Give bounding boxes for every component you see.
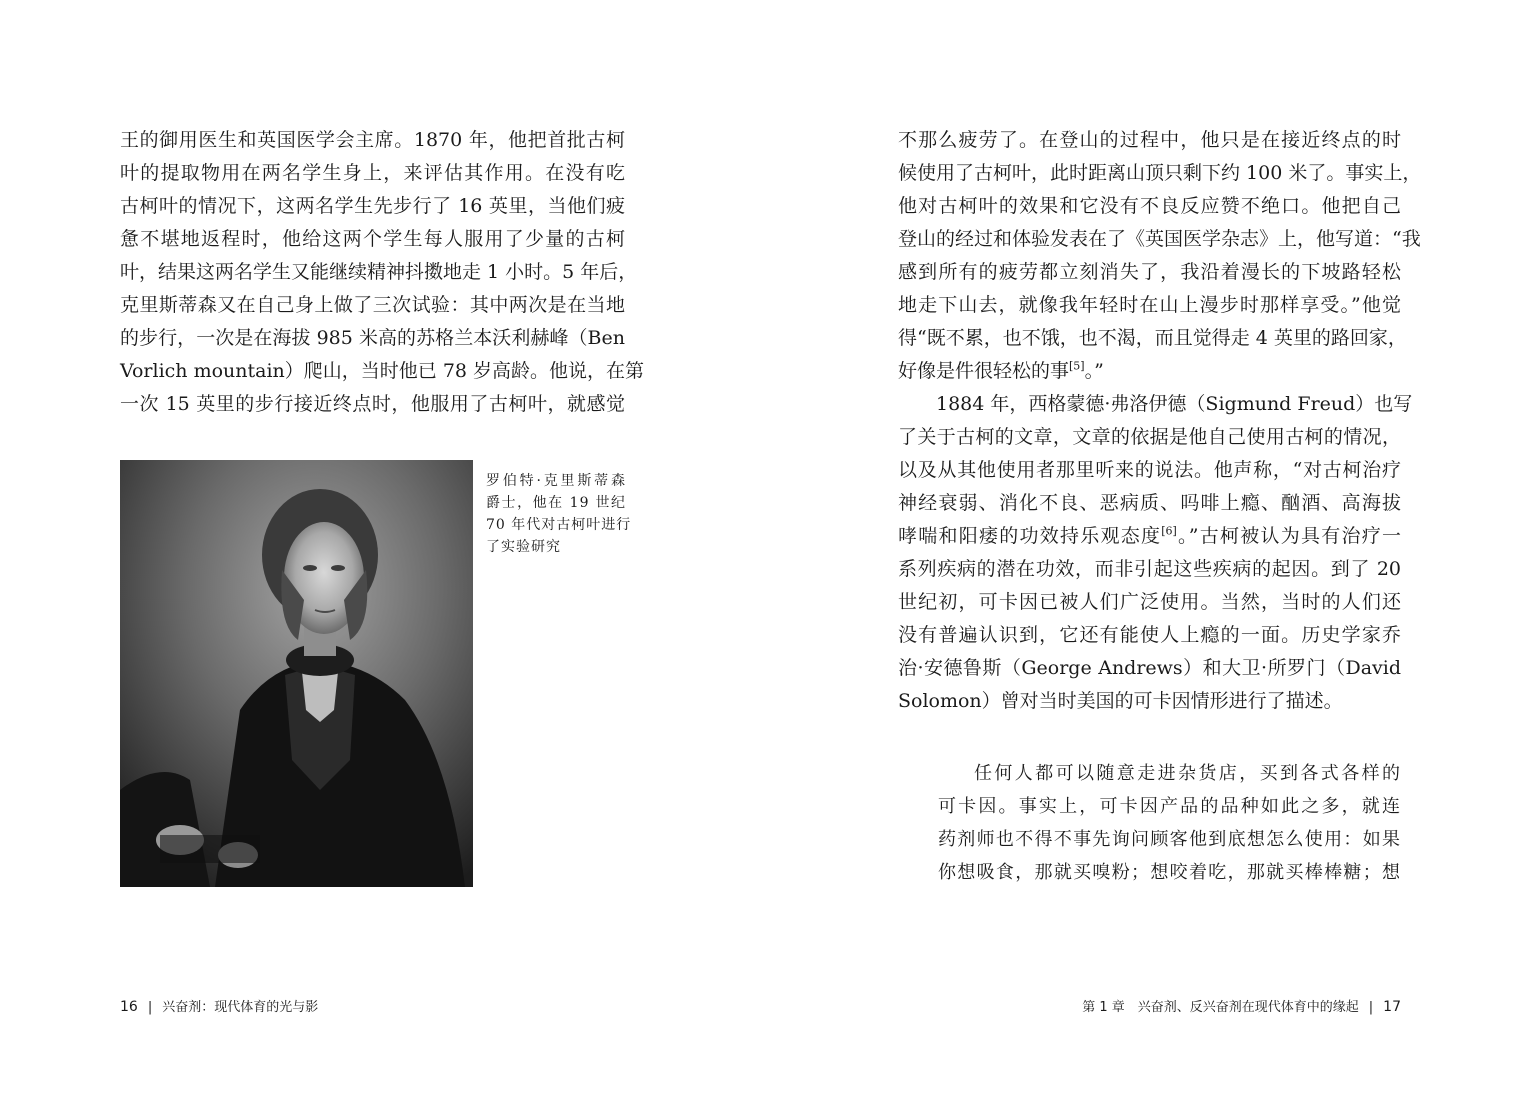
body-text: 。” [1084,360,1104,382]
body-line: 惫不堪地返程时，他给这两个学生每人服用了少量的古柯 [120,228,625,250]
chapter-title: 第 1 章 兴奋剂、反兴奋剂在现代体育中的缘起 [1082,1000,1359,1015]
quote-line: 任何人都可以随意走进杂货店，买到各式各样的 [974,763,1401,784]
body-line: Solomon）曾对当时美国的可卡因情形进行了描述。 [898,690,1343,712]
body-text: 。”古柯被认为具有治疗一 [1176,525,1401,547]
left-footer [120,997,318,1018]
body-line: 古柯叶的情况下，这两名学生先步行了 16 英里，当他们疲 [120,195,625,217]
right-page [761,0,1522,1102]
body-line: 的步行，一次是在海拔 985 米高的苏格兰本沃利赫峰（Ben [120,327,625,349]
footnote-ref: [5] [1069,359,1085,373]
body-line: 登山的经过和体验发表在了《英国医学杂志》上，他写道：“我 [898,228,1421,250]
body-line: 了关于古柯的文章，文章的依据是他自己使用古柯的情况， [898,426,1401,448]
body-line: 候使用了古柯叶，此时距离山顶只剩下约 100 米了。事实上， [898,162,1422,184]
body-line: 世纪初，可卡因已被人们广泛使用。当然，当时的人们还 [898,591,1401,613]
caption-line: 70 年代对古柯叶进行 [486,517,632,533]
portrait-photo [120,460,473,887]
body-line: 叶，结果这两名学生又能继续精神抖擞地走 1 小时。5 年后， [120,261,638,283]
left-page-body [120,124,645,421]
body-text: 哮喘和阳痿的功效持乐观态度 [898,525,1162,547]
body-line [898,520,1401,553]
body-line: 他对古柯叶的效果和它没有不良反应赞不绝口。他把自己 [898,195,1401,217]
body-line: 治·安德鲁斯（George Andrews）和大卫·所罗门（David [898,657,1401,679]
footer-separator: | [147,1000,153,1015]
body-line: 1884 年，西格蒙德·弗洛伊德（Sigmund Freud）也写 [936,393,1413,415]
book-title: 兴奋剂：现代体育的光与影 [162,1000,319,1015]
body-line: 系列疾病的潜在功效，而非引起这些疾病的起因。到了 20 [898,558,1401,580]
right-page-body [898,124,1422,718]
quote-line: 药剂师也不得不事先询问顾客他到底想怎么使用：如果 [938,829,1401,850]
body-line: 叶的提取物用在两名学生身上，来评估其作用。在没有吃 [120,162,625,184]
body-line: 克里斯蒂森又在自己身上做了三次试验：其中两次是在当地 [120,294,625,316]
photo-caption [486,470,632,558]
body-line [898,355,1401,388]
body-line: 得“既不累，也不饿，也不渴，而且觉得走 4 英里的路回家， [898,327,1407,349]
body-line: 以及从其他使用者那里听来的说法。他声称，“对古柯治疗 [898,459,1401,481]
block-quote [938,757,1401,889]
caption-line: 罗伯特·克里斯蒂森 [486,473,626,489]
body-text: 好像是件很轻松的事 [898,360,1070,382]
portrait-illustration [120,460,473,887]
body-line: 感到所有的疲劳都立刻消失了，我沿着漫长的下坡路轻松 [898,261,1401,283]
quote-line: 你想吸食，那就买嗅粉；想咬着吃，那就买棒棒糖；想 [938,862,1401,883]
footnote-ref: [6] [1161,524,1177,538]
body-line: 一次 15 英里的步行接近终点时，他服用了古柯叶，就感觉 [120,393,625,415]
body-line: 王的御用医生和英国医学会主席。1870 年，他把首批古柯 [120,129,625,151]
body-line: 没有普遍认识到，它还有能使人上瘾的一面。历史学家乔 [898,624,1401,646]
quote-line: 可卡因。事实上，可卡因产品的品种如此之多，就连 [938,796,1401,817]
body-line: Vorlich mountain）爬山，当时他已 78 岁高龄。他说，在第 [120,360,645,382]
body-line: 不那么疲劳了。在登山的过程中，他只是在接近终点的时 [898,129,1401,151]
page-number: 16 [120,999,138,1015]
body-line: 地走下山去，就像我年轻时在山上漫步时那样享受。”他觉 [898,294,1401,316]
right-footer [1082,997,1401,1018]
body-line: 神经衰弱、消化不良、恶病质、吗啡上瘾、酗酒、高海拔 [898,492,1401,514]
footer-separator: | [1368,1000,1374,1015]
page-number: 17 [1383,999,1401,1015]
caption-line: 爵士，他在 19 世纪 [486,495,626,511]
caption-line: 了实验研究 [486,539,561,555]
